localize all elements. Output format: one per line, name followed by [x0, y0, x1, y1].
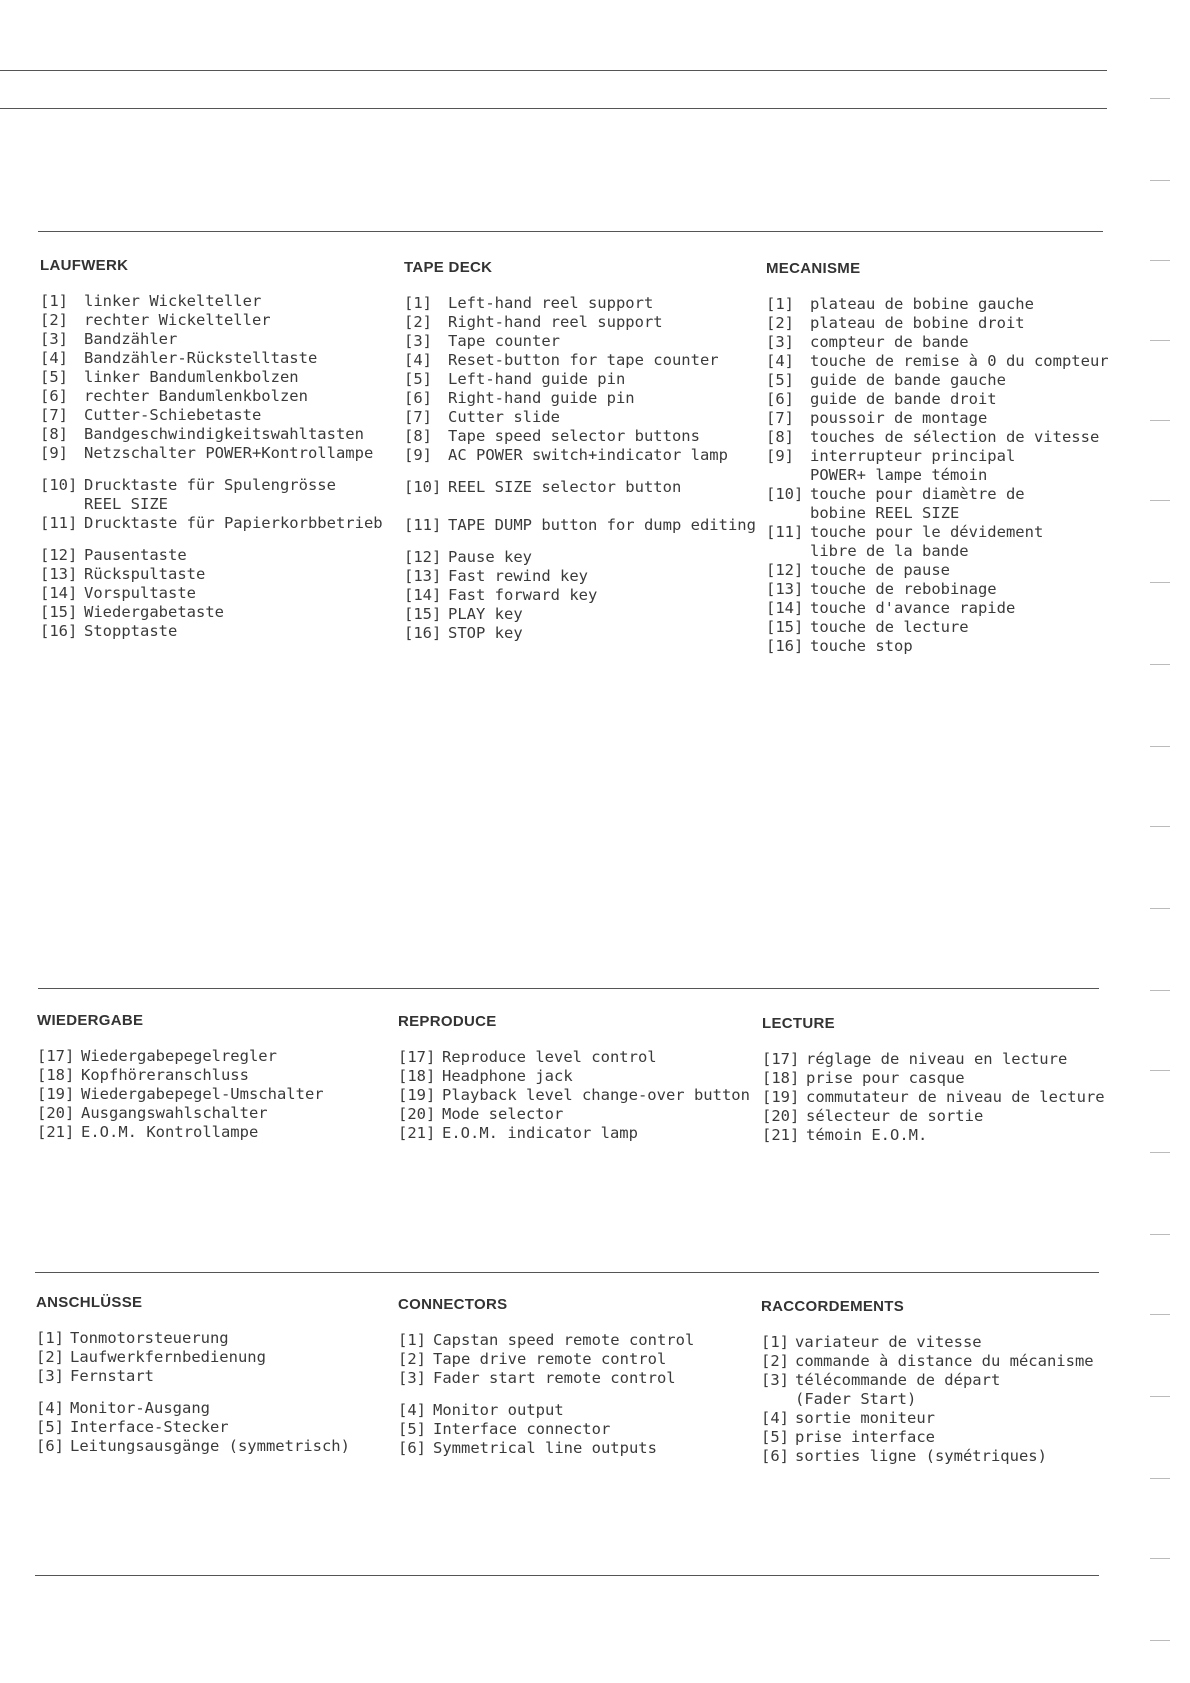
- item-number: [6]: [398, 1439, 426, 1457]
- laufwerk-en-list: [404, 294, 784, 643]
- item-text: Kopfhöreranschluss: [81, 1066, 249, 1084]
- item-text: prise pour casque: [806, 1069, 965, 1087]
- item-text: touche de lecture: [810, 618, 969, 636]
- item-text: sélecteur de sortie: [806, 1107, 984, 1125]
- item-number: [7]: [766, 409, 794, 427]
- list-item: [37, 1085, 417, 1104]
- list-item: [40, 565, 420, 584]
- list-item: [404, 516, 784, 535]
- anschluesse-de-list: [36, 1329, 416, 1456]
- edge-mark: [1150, 180, 1170, 181]
- edge-mark: [1150, 664, 1170, 665]
- item-number: [11]: [404, 516, 442, 534]
- item-text: guide de bande gauche: [810, 371, 1006, 389]
- list-item: [404, 548, 784, 567]
- item-number: [16]: [766, 637, 804, 655]
- item-text: Drucktaste für Papierkorbbetrieb: [84, 514, 383, 532]
- item-number: [3]: [36, 1367, 64, 1385]
- item-text: Bandzähler-Rückstelltaste: [84, 349, 318, 367]
- item-number: [1]: [398, 1331, 426, 1349]
- item-text: Mode selector: [442, 1105, 564, 1123]
- bottom-rule: [35, 1575, 1099, 1576]
- item-text: commutateur de niveau de lecture: [806, 1088, 1105, 1106]
- wiedergabe-en-list: [398, 1048, 778, 1143]
- item-text: Monitor-Ausgang: [70, 1399, 210, 1417]
- list-item: [40, 603, 420, 622]
- list-item: [762, 1069, 1142, 1088]
- item-text: Monitor output: [433, 1401, 564, 1419]
- list-item: [398, 1048, 778, 1067]
- edge-mark: [1150, 1558, 1170, 1559]
- edge-mark: [1150, 1070, 1170, 1071]
- list-item: [766, 561, 1146, 580]
- list-item: [766, 333, 1146, 352]
- item-text: Wiedergabepegelregler: [81, 1047, 277, 1065]
- list-item: [761, 1428, 1141, 1447]
- item-text: Pause key: [448, 548, 532, 566]
- item-text: variateur de vitesse: [795, 1333, 982, 1351]
- edge-mark: [1150, 98, 1170, 99]
- laufwerk-fr-column: [766, 260, 1146, 656]
- item-text: linker Bandumlenkbolzen: [84, 368, 299, 386]
- list-item: [398, 1067, 778, 1086]
- edge-mark: [1150, 990, 1170, 991]
- item-number: [21]: [398, 1124, 436, 1142]
- item-text: touches de sélection de vitesse: [810, 428, 1100, 446]
- item-number: [3]: [404, 332, 432, 350]
- laufwerk-de-column: [40, 257, 420, 641]
- item-number: [4]: [398, 1401, 426, 1419]
- list-item: [37, 1123, 417, 1142]
- item-text: Wiedergabepegel-Umschalter: [81, 1085, 324, 1103]
- anschluesse-fr-list: [761, 1333, 1141, 1466]
- edge-mark: [1150, 500, 1170, 501]
- heading-lecture: LECTURE: [762, 1015, 835, 1032]
- item-number: [15]: [766, 618, 804, 636]
- item-text: Pausentaste: [84, 546, 187, 564]
- list-item: [404, 624, 784, 643]
- rule-anschluesse: [35, 1272, 1099, 1273]
- item-number: [3]: [40, 330, 68, 348]
- laufwerk-de-list: [40, 292, 420, 641]
- list-item: [404, 567, 784, 586]
- item-number: [14]: [404, 586, 442, 604]
- item-text: sorties ligne (symétriques): [795, 1447, 1047, 1465]
- rule-laufwerk: [38, 231, 1103, 232]
- anschluesse-de-column: [36, 1294, 416, 1456]
- list-item: [766, 618, 1146, 637]
- item-number: [21]: [37, 1123, 75, 1141]
- edge-mark: [1150, 1478, 1170, 1479]
- item-text: touche pour diamètre de bobine REEL SIZE: [810, 485, 1025, 522]
- item-number: [2]: [766, 314, 794, 332]
- list-item: [404, 427, 784, 446]
- item-number: [3]: [398, 1369, 426, 1387]
- item-number: [10]: [766, 485, 804, 503]
- item-number: [5]: [761, 1428, 789, 1446]
- item-text: touche de pause: [810, 561, 950, 579]
- list-item: [404, 351, 784, 370]
- item-number: [8]: [766, 428, 794, 446]
- list-item: [766, 371, 1146, 390]
- list-item: [40, 330, 420, 349]
- edge-mark: [1150, 1314, 1170, 1315]
- list-item: [398, 1105, 778, 1124]
- item-text: témoin E.O.M.: [806, 1126, 928, 1144]
- list-item: [40, 292, 420, 311]
- item-text: compteur de bande: [810, 333, 969, 351]
- wiedergabe-en-column: [398, 1013, 778, 1143]
- item-number: [5]: [766, 371, 794, 389]
- item-number: [4]: [766, 352, 794, 370]
- item-text: linker Wickelteller: [84, 292, 262, 310]
- item-number: [4]: [36, 1399, 64, 1417]
- item-text: Drucktaste für Spulengrösse REEL SIZE: [84, 476, 336, 513]
- item-text: Rückspultaste: [84, 565, 206, 583]
- list-item: [766, 523, 1146, 561]
- item-text: touche d'avance rapide: [810, 599, 1016, 617]
- item-number: [11]: [766, 523, 804, 541]
- list-item: [40, 406, 420, 425]
- item-number: [14]: [766, 599, 804, 617]
- list-item: [37, 1047, 417, 1066]
- item-text: Tonmotorsteuerung: [70, 1329, 229, 1347]
- item-text: interrupteur principal POWER+ lampe témoin: [810, 447, 1016, 484]
- list-item: [40, 622, 420, 641]
- item-number: [12]: [404, 548, 442, 566]
- list-item: [766, 352, 1146, 371]
- list-item: [40, 546, 420, 565]
- list-item: [37, 1066, 417, 1085]
- list-item: [766, 580, 1146, 599]
- item-number: [20]: [37, 1104, 75, 1122]
- item-text: Interface connector: [433, 1420, 611, 1438]
- list-item: [36, 1437, 416, 1456]
- item-text: Stopptaste: [84, 622, 178, 640]
- item-text: Laufwerkfernbedienung: [70, 1348, 266, 1366]
- item-number: [11]: [40, 514, 78, 532]
- item-number: [1]: [36, 1329, 64, 1347]
- item-number: [1]: [404, 294, 432, 312]
- item-number: [1]: [761, 1333, 789, 1351]
- wiedergabe-fr-column: [762, 1015, 1142, 1145]
- item-number: [12]: [766, 561, 804, 579]
- item-text: AC POWER switch+indicator lamp: [448, 446, 728, 464]
- list-item: [40, 584, 420, 603]
- top-rule-2: [0, 108, 1107, 109]
- item-text: télécommande de départ (Fader Start): [795, 1371, 1001, 1408]
- list-item: [761, 1333, 1141, 1352]
- list-item: [404, 370, 784, 389]
- wiedergabe-fr-list: [762, 1050, 1142, 1145]
- item-number: [9]: [766, 447, 794, 465]
- list-item: [398, 1369, 778, 1388]
- edge-mark: [1150, 826, 1170, 827]
- item-number: [5]: [40, 368, 68, 386]
- list-item: [762, 1126, 1142, 1145]
- heading-wiedergabe: WIEDERGABE: [37, 1012, 144, 1029]
- item-number: [2]: [40, 311, 68, 329]
- item-text: Fader start remote control: [433, 1369, 676, 1387]
- item-text: réglage de niveau en lecture: [806, 1050, 1068, 1068]
- rule-wiedergabe: [38, 988, 1099, 989]
- list-item: [398, 1420, 778, 1439]
- item-number: [1]: [766, 295, 794, 313]
- heading-tape-deck: TAPE DECK: [404, 259, 493, 276]
- item-number: [18]: [398, 1067, 436, 1085]
- list-item: [404, 294, 784, 313]
- item-number: [5]: [404, 370, 432, 388]
- list-item: [404, 313, 784, 332]
- item-number: [6]: [40, 387, 68, 405]
- list-item: [404, 408, 784, 427]
- item-text: Fast forward key: [448, 586, 598, 604]
- item-text: poussoir de montage: [810, 409, 988, 427]
- list-item: [766, 409, 1146, 428]
- list-item: [762, 1088, 1142, 1107]
- item-text: Bandgeschwindigkeitswahltasten: [84, 425, 364, 443]
- item-text: Tape drive remote control: [433, 1350, 667, 1368]
- item-number: [4]: [404, 351, 432, 369]
- item-text: PLAY key: [448, 605, 523, 623]
- wiedergabe-de-column: [37, 1012, 417, 1142]
- anschluesse-en-list: [398, 1331, 778, 1458]
- item-number: [2]: [761, 1352, 789, 1370]
- item-number: [21]: [762, 1126, 800, 1144]
- laufwerk-fr-list: [766, 295, 1146, 656]
- item-text: Leitungsausgänge (symmetrisch): [70, 1437, 350, 1455]
- item-text: REEL SIZE selector button: [448, 478, 682, 496]
- top-rule-1: [0, 70, 1107, 71]
- heading-mecanisme: MECANISME: [766, 260, 861, 277]
- list-item: [398, 1331, 778, 1350]
- item-text: guide de bande droit: [810, 390, 997, 408]
- list-item: [766, 447, 1146, 485]
- edge-mark: [1150, 1152, 1170, 1153]
- edge-mark: [1150, 582, 1170, 583]
- item-text: Reset-button for tape counter: [448, 351, 719, 369]
- item-number: [5]: [398, 1420, 426, 1438]
- list-item: [762, 1050, 1142, 1069]
- item-number: [16]: [40, 622, 78, 640]
- item-number: [13]: [40, 565, 78, 583]
- item-number: [18]: [762, 1069, 800, 1087]
- list-item: [398, 1350, 778, 1369]
- list-item: [398, 1086, 778, 1105]
- list-item: [36, 1348, 416, 1367]
- item-number: [2]: [404, 313, 432, 331]
- item-number: [17]: [37, 1047, 75, 1065]
- list-item: [40, 368, 420, 387]
- item-text: touche stop: [810, 637, 913, 655]
- list-item: [761, 1447, 1141, 1466]
- list-item: [37, 1104, 417, 1123]
- item-text: touche pour le dévidement libre de la bande: [810, 523, 1044, 560]
- item-text: TAPE DUMP button for dump editing: [448, 516, 756, 534]
- item-number: [17]: [762, 1050, 800, 1068]
- item-number: [1]: [40, 292, 68, 310]
- edge-mark: [1150, 340, 1170, 341]
- list-item: [398, 1401, 778, 1420]
- item-text: rechter Bandumlenkbolzen: [84, 387, 308, 405]
- item-number: [19]: [37, 1085, 75, 1103]
- list-item: [36, 1367, 416, 1386]
- item-text: Fast rewind key: [448, 567, 588, 585]
- list-item: [766, 295, 1146, 314]
- item-text: prise interface: [795, 1428, 935, 1446]
- wiedergabe-de-list: [37, 1047, 417, 1142]
- edge-mark: [1150, 1396, 1170, 1397]
- item-number: [15]: [404, 605, 442, 623]
- item-number: [13]: [766, 580, 804, 598]
- list-item: [40, 311, 420, 330]
- edge-mark: [1150, 420, 1170, 421]
- laufwerk-en-column: [404, 259, 784, 643]
- item-text: Tape counter: [448, 332, 560, 350]
- list-item: [404, 605, 784, 624]
- item-text: Tape speed selector buttons: [448, 427, 700, 445]
- item-text: Bandzähler: [84, 330, 178, 348]
- item-number: [20]: [762, 1107, 800, 1125]
- item-text: Cutter-Schiebetaste: [84, 406, 262, 424]
- item-number: [3]: [766, 333, 794, 351]
- heading-laufwerk: LAUFWERK: [40, 257, 129, 274]
- item-number: [10]: [404, 478, 442, 496]
- item-number: [13]: [404, 567, 442, 585]
- item-text: Ausgangswahlschalter: [81, 1104, 268, 1122]
- item-number: [14]: [40, 584, 78, 602]
- item-number: [12]: [40, 546, 78, 564]
- item-text: Playback level change-over button: [442, 1086, 750, 1104]
- list-item: [766, 428, 1146, 447]
- list-item: [40, 514, 420, 533]
- list-item: [40, 387, 420, 406]
- edge-mark: [1150, 1234, 1170, 1235]
- item-number: [17]: [398, 1048, 436, 1066]
- list-item: [40, 476, 420, 514]
- item-number: [2]: [398, 1350, 426, 1368]
- edge-mark: [1150, 908, 1170, 909]
- list-item: [36, 1418, 416, 1437]
- edge-mark: [1150, 1640, 1170, 1641]
- list-item: [761, 1409, 1141, 1428]
- item-text: Interface-Stecker: [70, 1418, 229, 1436]
- item-text: STOP key: [448, 624, 523, 642]
- list-item: [404, 389, 784, 408]
- list-item: [40, 444, 420, 463]
- list-item: [766, 637, 1146, 656]
- item-text: plateau de bobine gauche: [810, 295, 1034, 313]
- list-item: [40, 349, 420, 368]
- list-item: [404, 332, 784, 351]
- item-number: [9]: [404, 446, 432, 464]
- edge-mark: [1150, 260, 1170, 261]
- item-text: Symmetrical line outputs: [433, 1439, 657, 1457]
- list-item: [761, 1352, 1141, 1371]
- list-item: [398, 1439, 778, 1458]
- item-number: [10]: [40, 476, 78, 494]
- list-item: [404, 586, 784, 605]
- item-number: [16]: [404, 624, 442, 642]
- item-number: [8]: [404, 427, 432, 445]
- item-text: Fernstart: [70, 1367, 154, 1385]
- item-number: [6]: [766, 390, 794, 408]
- item-number: [7]: [40, 406, 68, 424]
- anschluesse-fr-column: [761, 1298, 1141, 1466]
- item-text: sortie moniteur: [795, 1409, 935, 1427]
- item-number: [2]: [36, 1348, 64, 1366]
- item-text: plateau de bobine droit: [810, 314, 1025, 332]
- list-item: [404, 446, 784, 465]
- item-text: Wiedergabetaste: [84, 603, 224, 621]
- heading-raccordements: RACCORDEMENTS: [761, 1298, 905, 1315]
- item-number: [4]: [761, 1409, 789, 1427]
- item-number: [7]: [404, 408, 432, 426]
- item-text: Left-hand guide pin: [448, 370, 626, 388]
- item-text: Right-hand reel support: [448, 313, 663, 331]
- item-number: [6]: [761, 1447, 789, 1465]
- edge-mark: [1150, 746, 1170, 747]
- list-item: [40, 425, 420, 444]
- list-item: [766, 599, 1146, 618]
- list-item: [766, 390, 1146, 409]
- list-item: [762, 1107, 1142, 1126]
- item-text: touche de remise à 0 du compteur: [810, 352, 1109, 370]
- item-number: [6]: [36, 1437, 64, 1455]
- item-text: E.O.M. Kontrollampe: [81, 1123, 259, 1141]
- item-number: [4]: [40, 349, 68, 367]
- item-number: [8]: [40, 425, 68, 443]
- item-text: touche de rebobinage: [810, 580, 997, 598]
- list-item: [36, 1329, 416, 1348]
- item-text: Right-hand guide pin: [448, 389, 635, 407]
- item-text: Netzschalter POWER+Kontrollampe: [84, 444, 374, 462]
- list-item: [404, 478, 784, 497]
- item-text: Capstan speed remote control: [433, 1331, 695, 1349]
- item-number: [18]: [37, 1066, 75, 1084]
- item-text: rechter Wickelteller: [84, 311, 271, 329]
- item-number: [3]: [761, 1371, 789, 1389]
- item-number: [5]: [36, 1418, 64, 1436]
- list-item: [766, 485, 1146, 523]
- item-text: Headphone jack: [442, 1067, 573, 1085]
- item-number: [9]: [40, 444, 68, 462]
- heading-anschluesse: ANSCHLÜSSE: [36, 1294, 143, 1311]
- heading-reproduce: REPRODUCE: [398, 1013, 497, 1030]
- item-number: [15]: [40, 603, 78, 621]
- anschluesse-en-column: [398, 1296, 778, 1458]
- list-item: [761, 1371, 1141, 1409]
- item-text: Vorspultaste: [84, 584, 196, 602]
- item-text: Cutter slide: [448, 408, 560, 426]
- item-number: [6]: [404, 389, 432, 407]
- item-text: Reproduce level control: [442, 1048, 657, 1066]
- item-text: Left-hand reel support: [448, 294, 654, 312]
- list-item: [398, 1124, 778, 1143]
- item-number: [19]: [398, 1086, 436, 1104]
- list-item: [766, 314, 1146, 333]
- item-text: commande à distance du mécanisme: [795, 1352, 1094, 1370]
- heading-connectors: CONNECTORS: [398, 1296, 508, 1313]
- item-text: E.O.M. indicator lamp: [442, 1124, 638, 1142]
- list-item: [36, 1399, 416, 1418]
- item-number: [19]: [762, 1088, 800, 1106]
- item-number: [20]: [398, 1105, 436, 1123]
